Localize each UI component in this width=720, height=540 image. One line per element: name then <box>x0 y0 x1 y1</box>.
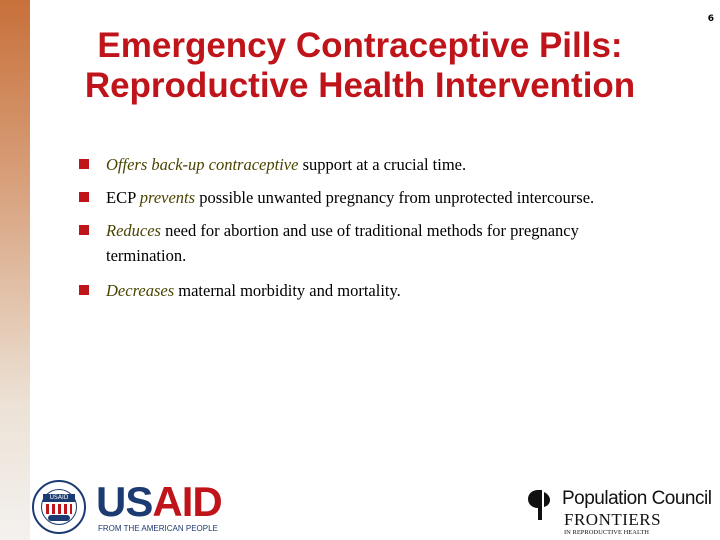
usaid-logo <box>32 478 242 538</box>
bullet-item <box>78 218 658 268</box>
bullet-item <box>78 152 658 177</box>
frontiers-subtitle: IN REPRODUCTIVE HEALTH <box>564 529 649 536</box>
bullet-text: ECP <box>106 188 140 207</box>
population-council-name: Population Council <box>562 488 712 509</box>
seal-band: USAID <box>43 494 75 502</box>
usaid-word-aid: AID <box>152 478 222 525</box>
usaid-seal-icon <box>32 480 86 534</box>
population-council-mark-icon <box>528 490 550 520</box>
slide-title <box>40 26 680 106</box>
bullet-emphasis: Offers back-up contraceptive <box>106 155 299 174</box>
usaid-wordmark <box>96 478 222 525</box>
usaid-tagline: FROM THE AMERICAN PEOPLE <box>98 524 218 533</box>
seal-handshake <box>48 515 70 521</box>
bullet-text: possible unwanted pregnancy from unprotected intercourse. <box>195 188 595 207</box>
left-accent-bar <box>0 0 30 540</box>
title-line-2: Reproductive Health Intervention <box>84 66 636 105</box>
bullet-emphasis: prevents <box>139 188 196 207</box>
square-bullet-icon <box>79 159 89 169</box>
frontiers-name: FRONTIERS <box>564 510 662 529</box>
usaid-word-us: US <box>96 478 153 525</box>
slide-number: 6 <box>707 14 714 24</box>
bullet-emphasis: Reduces <box>106 221 161 240</box>
title-line-1: Emergency Contraceptive Pills: <box>97 26 623 65</box>
square-bullet-icon <box>79 225 89 235</box>
seal-stripes <box>46 504 72 514</box>
bullet-list <box>78 152 658 313</box>
square-bullet-icon <box>79 192 89 202</box>
bullet-item <box>78 185 658 210</box>
bullet-emphasis: Decreases <box>106 281 175 300</box>
bullet-text: need for abortion and use of traditional methods for pregnancy termination. <box>106 221 579 265</box>
bullet-item <box>78 278 658 303</box>
population-council-logo <box>528 486 718 540</box>
bullet-text: support at a crucial time. <box>298 155 467 174</box>
square-bullet-icon <box>79 285 89 295</box>
bullet-text: maternal morbidity and mortality. <box>174 281 401 300</box>
